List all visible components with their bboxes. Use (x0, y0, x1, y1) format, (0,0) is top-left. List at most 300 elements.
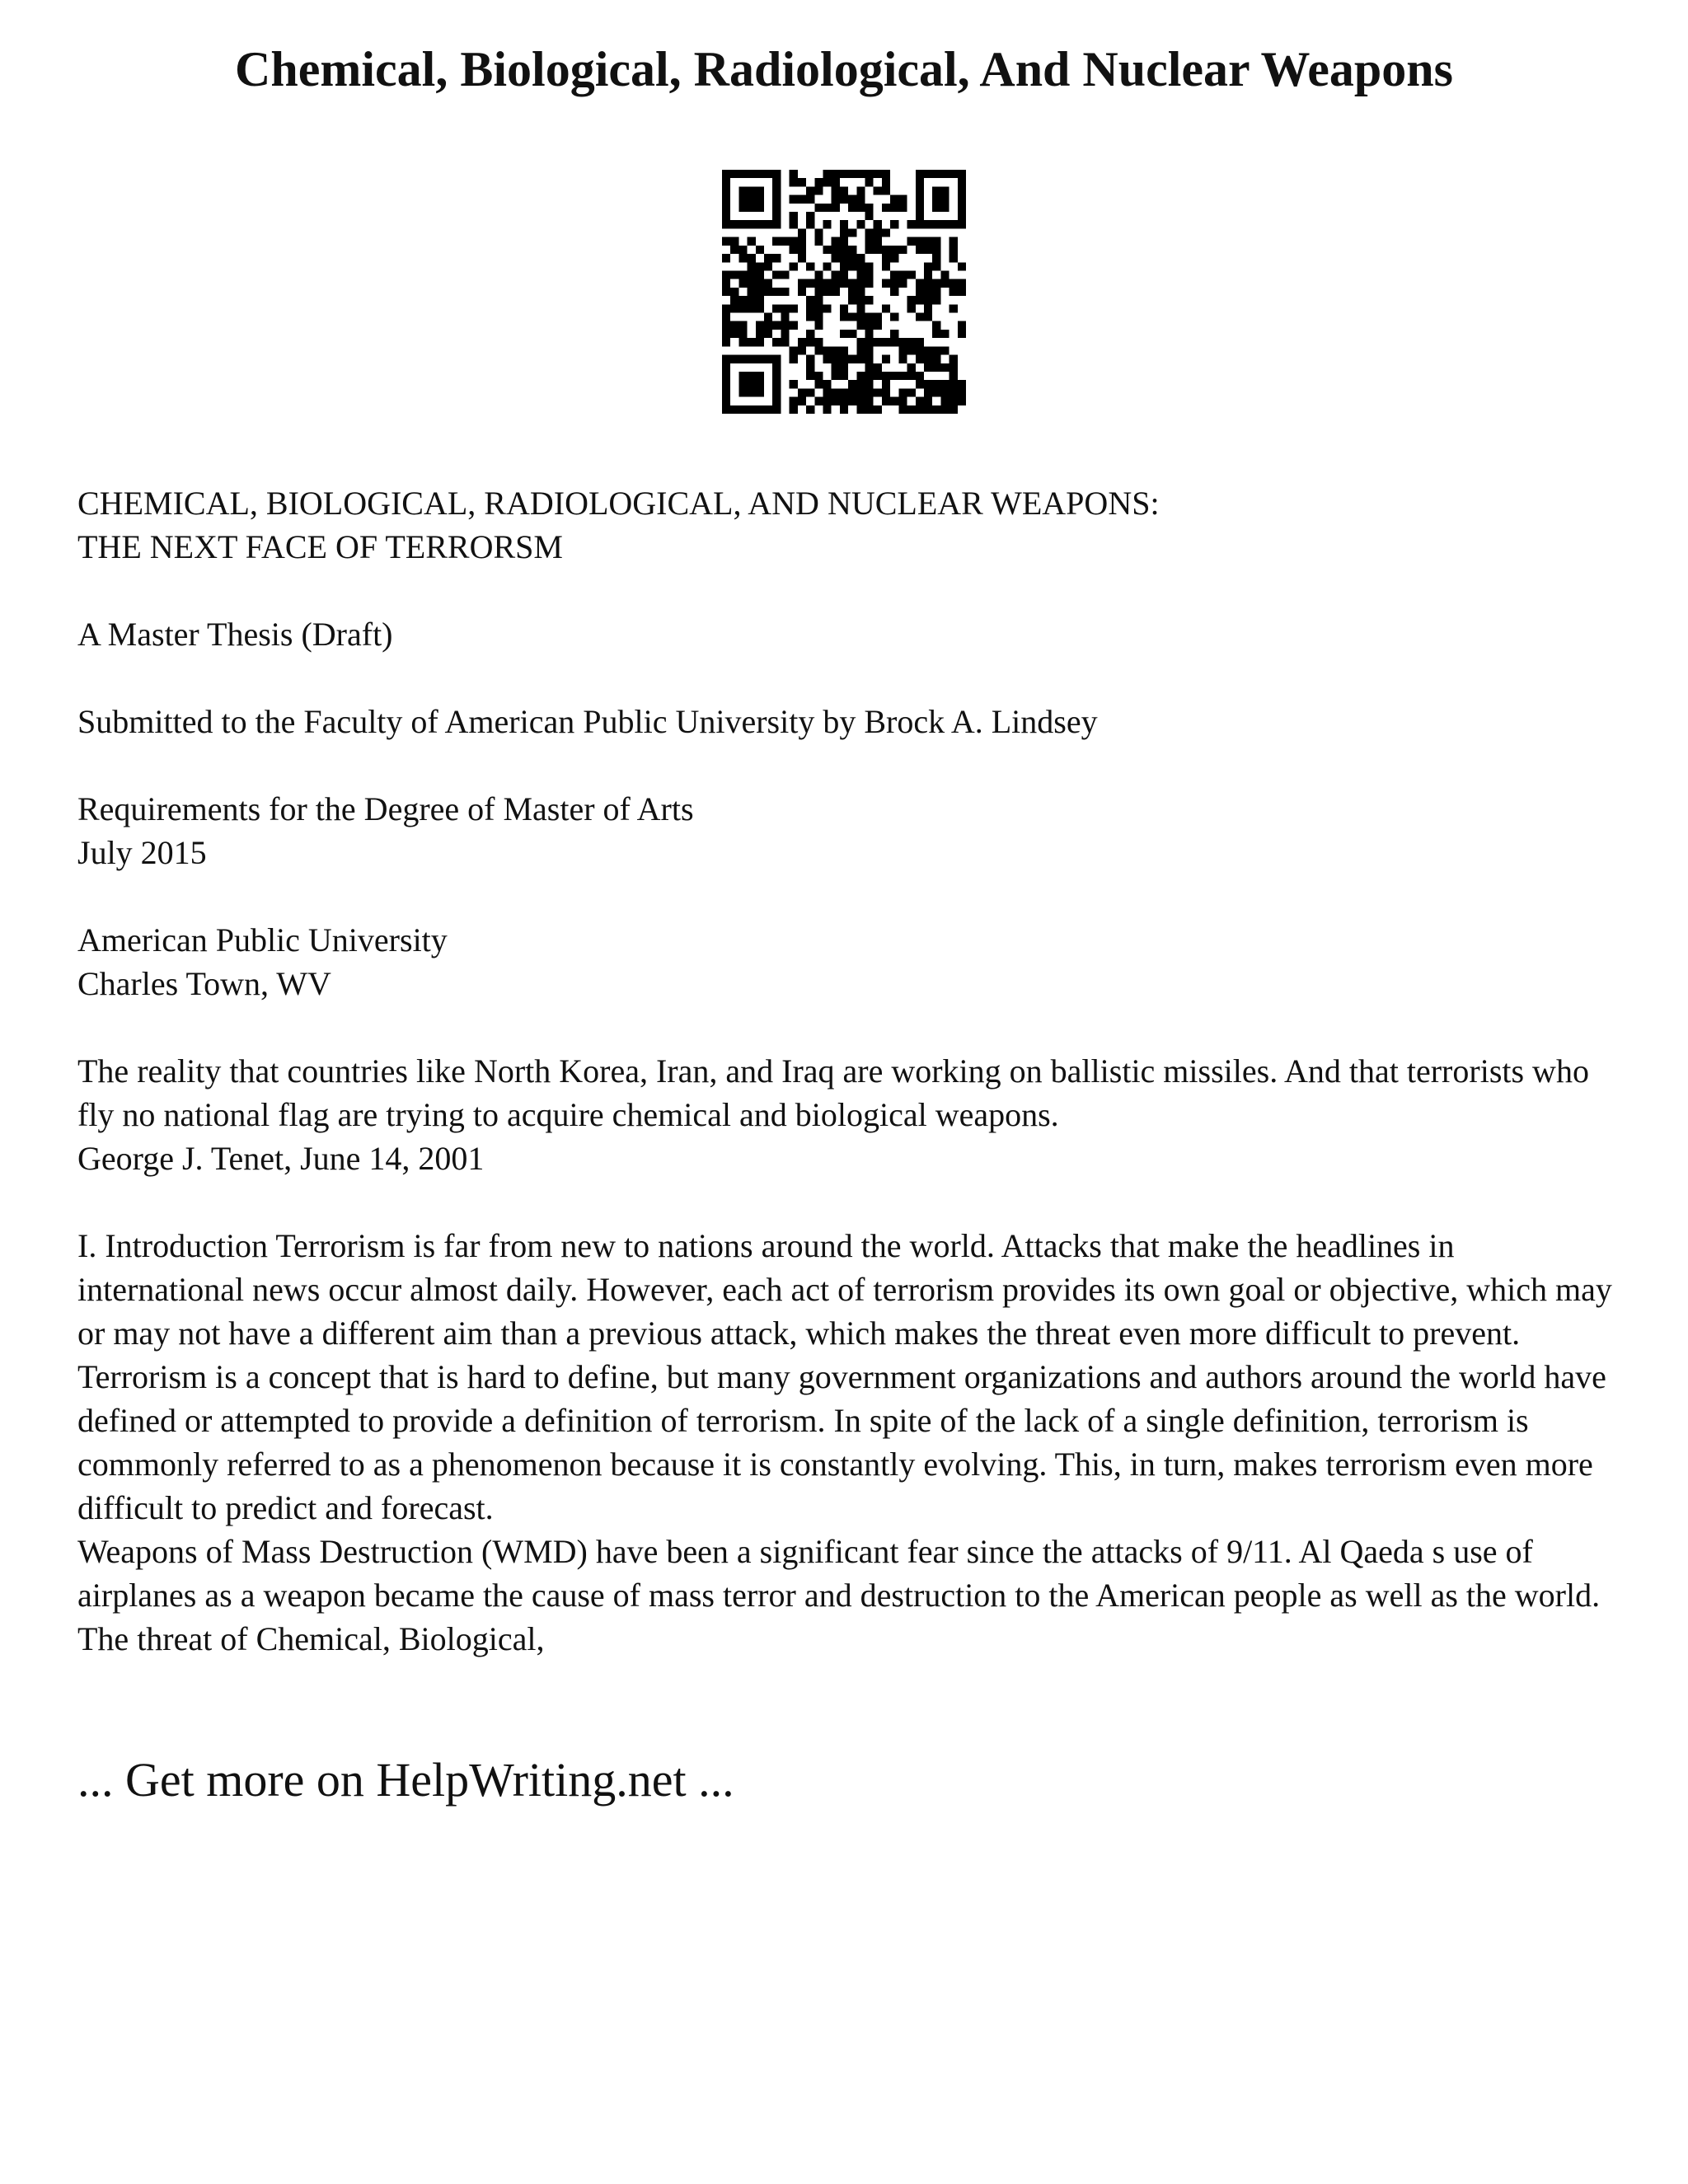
qr-module (772, 388, 781, 396)
qr-module (806, 372, 814, 380)
qr-module (790, 355, 798, 363)
qr-module (958, 212, 966, 220)
qr-module (856, 296, 865, 304)
qr-module (890, 372, 898, 380)
qr-module (814, 346, 823, 354)
qr-module (924, 313, 932, 321)
epigraph-quote: The reality that countries like North Korea, Iran, and Iraq are working on ballistic missiles. And that terrorists who fly no national flag are trying to acquire chemical and biological weapons. (77, 1052, 1589, 1133)
qr-module (958, 186, 966, 194)
qr-module (781, 313, 789, 321)
qr-module (756, 321, 764, 330)
qr-module (856, 288, 865, 296)
qr-module (932, 388, 940, 396)
qr-module (840, 279, 848, 288)
epigraph-attribution: George J. Tenet, June 14, 2001 (77, 1140, 485, 1177)
qr-module (823, 262, 831, 270)
qr-module (950, 237, 958, 246)
qr-module (932, 321, 940, 330)
qr-module (764, 330, 772, 338)
qr-module (806, 304, 814, 312)
qr-module (874, 372, 882, 380)
qr-module (748, 270, 756, 279)
qr-module (756, 246, 764, 254)
qr-module (814, 279, 823, 288)
qr-module (932, 220, 940, 228)
qr-module (840, 346, 848, 354)
qr-module (756, 279, 764, 288)
qr-module (865, 338, 874, 346)
qr-module (950, 397, 958, 405)
qr-module (806, 388, 814, 396)
qr-module (814, 270, 823, 279)
qr-module (806, 195, 814, 204)
qr-module (865, 270, 874, 279)
qr-module (950, 288, 958, 296)
qr-module (865, 178, 874, 186)
qr-module (806, 212, 814, 220)
qr-module (848, 380, 856, 388)
qr-module (916, 237, 924, 246)
qr-module (882, 228, 890, 237)
qr-module (907, 338, 916, 346)
qr-module (890, 279, 898, 288)
qr-module (748, 186, 756, 194)
qr-module (874, 220, 882, 228)
qr-module (814, 338, 823, 346)
qr-module (932, 330, 940, 338)
qr-module (730, 355, 738, 363)
qr-module (806, 405, 814, 414)
qr-module (781, 237, 789, 246)
qr-module (865, 405, 874, 414)
qr-module (950, 246, 958, 254)
qr-module (832, 372, 840, 380)
qr-module (898, 195, 907, 204)
qr-module (916, 380, 924, 388)
qr-module (790, 246, 798, 254)
qr-module (823, 204, 831, 212)
qr-module (907, 388, 916, 396)
qr-module (890, 330, 898, 338)
qr-module (840, 170, 848, 178)
qr-module (924, 304, 932, 312)
qr-module (898, 355, 907, 363)
qr-module (738, 304, 747, 312)
qr-module (958, 321, 966, 330)
qr-module (798, 288, 806, 296)
qr-module (814, 186, 823, 194)
qr-module (798, 195, 806, 204)
qr-module (814, 228, 823, 237)
qr-code-graphic (722, 170, 966, 414)
qr-module (865, 296, 874, 304)
submitted-by-text: Submitted to the Faculty of American Public University by Brock A. Lindsey (77, 703, 1098, 740)
qr-module (856, 338, 865, 346)
qr-module (916, 178, 924, 186)
qr-module (756, 296, 764, 304)
qr-module (832, 355, 840, 363)
qr-module (856, 279, 865, 288)
qr-module (950, 380, 958, 388)
qr-module (865, 397, 874, 405)
qr-module (748, 262, 756, 270)
qr-module (950, 170, 958, 178)
qr-module (832, 170, 840, 178)
submission-info (77, 700, 1627, 743)
qr-module (781, 304, 789, 312)
qr-module (856, 388, 865, 396)
qr-module (772, 254, 781, 262)
qr-module (730, 321, 738, 330)
qr-module (823, 304, 831, 312)
qr-module (781, 288, 789, 296)
qr-module (722, 237, 730, 246)
qr-module (790, 220, 798, 228)
qr-module (772, 170, 781, 178)
qr-module (823, 346, 831, 354)
qr-module (898, 405, 907, 414)
qr-module (790, 237, 798, 246)
qr-module (748, 279, 756, 288)
qr-module (772, 338, 781, 346)
thesis-title (77, 481, 1627, 569)
qr-module (840, 405, 848, 414)
qr-module (958, 195, 966, 204)
qr-module (848, 330, 856, 338)
qr-module (823, 388, 831, 396)
qr-module (890, 254, 898, 262)
qr-module (738, 220, 747, 228)
qr-module (932, 237, 940, 246)
qr-module (874, 170, 882, 178)
qr-module (890, 195, 898, 204)
qr-module (898, 372, 907, 380)
qr-module (781, 270, 789, 279)
qr-module (924, 397, 932, 405)
qr-module (748, 405, 756, 414)
qr-module (940, 195, 949, 204)
qr-module (848, 355, 856, 363)
qr-module (898, 388, 907, 396)
qr-module (932, 170, 940, 178)
qr-module (772, 288, 781, 296)
qr-module (772, 363, 781, 372)
get-more-link[interactable]: ... Get more on HelpWriting.net ... (77, 1753, 734, 1807)
qr-module (781, 321, 789, 330)
qr-code-icon[interactable] (722, 170, 966, 414)
qr-module (764, 279, 772, 288)
qr-module (907, 304, 916, 312)
qr-module (856, 195, 865, 204)
qr-module (738, 405, 747, 414)
qr-module (840, 330, 848, 338)
qr-module (874, 237, 882, 246)
qr-module (738, 254, 747, 262)
qr-module (823, 397, 831, 405)
qr-module (798, 254, 806, 262)
qr-module (730, 246, 738, 254)
qr-module (798, 338, 806, 346)
qr-module (738, 246, 747, 254)
document-body (77, 481, 1627, 1704)
qr-module (882, 355, 890, 363)
qr-module (832, 237, 840, 246)
qr-module (748, 388, 756, 396)
qr-module (814, 288, 823, 296)
qr-module (806, 338, 814, 346)
qr-module (814, 397, 823, 405)
qr-module (856, 346, 865, 354)
qr-module (748, 254, 756, 262)
qr-module (840, 237, 848, 246)
qr-module (756, 195, 764, 204)
qr-module (738, 279, 747, 288)
qr-module (790, 304, 798, 312)
qr-module (840, 270, 848, 279)
qr-module (772, 220, 781, 228)
qr-module (940, 380, 949, 388)
qr-module (722, 178, 730, 186)
qr-module (916, 170, 924, 178)
qr-module (848, 288, 856, 296)
qr-module (772, 204, 781, 212)
qr-module (916, 397, 924, 405)
qr-module (798, 228, 806, 237)
qr-module (916, 338, 924, 346)
qr-module (814, 304, 823, 312)
qr-module (772, 397, 781, 405)
qr-module (756, 338, 764, 346)
qr-module (730, 220, 738, 228)
qr-module (823, 220, 831, 228)
qr-module (832, 178, 840, 186)
qr-module (772, 178, 781, 186)
qr-module (840, 186, 848, 194)
qr-module (722, 372, 730, 380)
qr-module (806, 296, 814, 304)
qr-module (764, 288, 772, 296)
qr-module (865, 321, 874, 330)
qr-module (958, 170, 966, 178)
qr-module (932, 279, 940, 288)
qr-module (823, 380, 831, 388)
qr-module (756, 262, 764, 270)
qr-module (916, 212, 924, 220)
qr-module (932, 195, 940, 204)
qr-module (958, 380, 966, 388)
qr-module (832, 388, 840, 396)
qr-module (874, 321, 882, 330)
qr-module (832, 254, 840, 262)
qr-module (940, 204, 949, 212)
qr-module (840, 246, 848, 254)
qr-module (756, 304, 764, 312)
qr-module (748, 380, 756, 388)
qr-module (806, 186, 814, 194)
qr-module (865, 228, 874, 237)
qr-module (764, 254, 772, 262)
qr-module (898, 346, 907, 354)
qr-module (865, 212, 874, 220)
qr-module (832, 363, 840, 372)
qr-module (730, 296, 738, 304)
qr-module (798, 178, 806, 186)
qr-module (932, 346, 940, 354)
qr-module (916, 195, 924, 204)
qr-module (756, 220, 764, 228)
qr-module (798, 397, 806, 405)
qr-module (832, 279, 840, 288)
qr-module (772, 321, 781, 330)
qr-module (916, 288, 924, 296)
qr-module (890, 220, 898, 228)
qr-module (823, 405, 831, 414)
qr-module (823, 279, 831, 288)
qr-module (865, 262, 874, 270)
qr-module (907, 220, 916, 228)
qr-module (806, 220, 814, 228)
qr-module (898, 397, 907, 405)
qr-module (874, 246, 882, 254)
qr-module (898, 279, 907, 288)
qr-module (722, 288, 730, 296)
qr-module (814, 313, 823, 321)
qr-module (940, 270, 949, 279)
qr-module (882, 170, 890, 178)
qr-module (772, 212, 781, 220)
qr-module (840, 254, 848, 262)
qr-module (722, 405, 730, 414)
qr-module (958, 279, 966, 288)
qr-module (848, 313, 856, 321)
qr-module (950, 254, 958, 262)
qr-module (924, 296, 932, 304)
qr-module (865, 380, 874, 388)
qr-module (856, 186, 865, 194)
qr-module (748, 288, 756, 296)
qr-module (722, 388, 730, 396)
qr-module (882, 204, 890, 212)
qr-module (950, 363, 958, 372)
qr-module (722, 270, 730, 279)
qr-module (890, 246, 898, 254)
qr-module (950, 372, 958, 380)
qr-module (916, 246, 924, 254)
qr-module (882, 388, 890, 396)
qr-module (722, 380, 730, 388)
qr-module (950, 220, 958, 228)
qr-module (772, 355, 781, 363)
qr-module (916, 355, 924, 363)
qr-module (958, 178, 966, 186)
qr-module (798, 388, 806, 396)
qr-module (738, 204, 747, 212)
qr-module (840, 195, 848, 204)
qr-module (814, 296, 823, 304)
qr-module (840, 313, 848, 321)
qr-module (932, 355, 940, 363)
qr-module (940, 186, 949, 194)
qr-module (856, 397, 865, 405)
qr-module (764, 313, 772, 321)
university-name: American Public University (77, 921, 448, 958)
qr-module (865, 346, 874, 354)
qr-module (823, 170, 831, 178)
qr-module (748, 237, 756, 246)
qr-module (865, 313, 874, 321)
university-info (77, 918, 1627, 1005)
thesis-type (77, 612, 1627, 656)
qr-module (790, 380, 798, 388)
qr-module (907, 270, 916, 279)
qr-module (924, 237, 932, 246)
qr-module (924, 220, 932, 228)
qr-module (932, 405, 940, 414)
qr-module (730, 270, 738, 279)
qr-module (882, 338, 890, 346)
qr-module (798, 246, 806, 254)
introduction-section (77, 1224, 1627, 1661)
qr-module (722, 170, 730, 178)
qr-module (916, 346, 924, 354)
qr-module (730, 405, 738, 414)
qr-module (722, 195, 730, 204)
qr-module (748, 372, 756, 380)
qr-module (722, 304, 730, 312)
qr-module (823, 288, 831, 296)
qr-module (856, 170, 865, 178)
qr-module (865, 363, 874, 372)
qr-module (738, 338, 747, 346)
qr-module (958, 397, 966, 405)
university-location: Charles Town, WV (77, 965, 331, 1002)
qr-module (940, 388, 949, 396)
qr-module (848, 195, 856, 204)
qr-module (940, 405, 949, 414)
qr-module (958, 220, 966, 228)
qr-module (790, 397, 798, 405)
qr-module (790, 212, 798, 220)
qr-module (916, 405, 924, 414)
qr-module (848, 262, 856, 270)
qr-module (840, 228, 848, 237)
date-text: July 2015 (77, 834, 207, 871)
qr-module (890, 397, 898, 405)
qr-module (874, 186, 882, 194)
qr-module (890, 338, 898, 346)
qr-module (898, 338, 907, 346)
qr-module (772, 304, 781, 312)
qr-module (764, 355, 772, 363)
introduction-paragraph: I. Introduction Terrorism is far from new to nations around the world. Attacks that make the headlines in international news occur almost daily. However, each act of terrorism provides its own goal or objective, which may or may not have a different aim than a previous attack, which makes the threat even more difficult to prevent. Terrorism is a concept that is hard to define, but many government organizations and authors around the world have defined or attempted to provide a definition of terrorism. In spite of the lack of a single definition, terrorism is commonly referred to as a phenomenon because it is constantly evolving. This, in turn, makes terrorism even more difficult to predict and forecast. (77, 1227, 1612, 1526)
qr-module (790, 262, 798, 270)
qr-module (823, 178, 831, 186)
qr-module (823, 355, 831, 363)
qr-module (832, 204, 840, 212)
qr-module (722, 212, 730, 220)
qr-module (806, 262, 814, 270)
qr-module (814, 204, 823, 212)
qr-module (840, 262, 848, 270)
qr-module (722, 220, 730, 228)
qr-module (806, 330, 814, 338)
qr-module (874, 388, 882, 396)
qr-module (916, 220, 924, 228)
qr-module (932, 296, 940, 304)
qr-module (890, 313, 898, 321)
qr-module (840, 397, 848, 405)
qr-module (756, 204, 764, 212)
